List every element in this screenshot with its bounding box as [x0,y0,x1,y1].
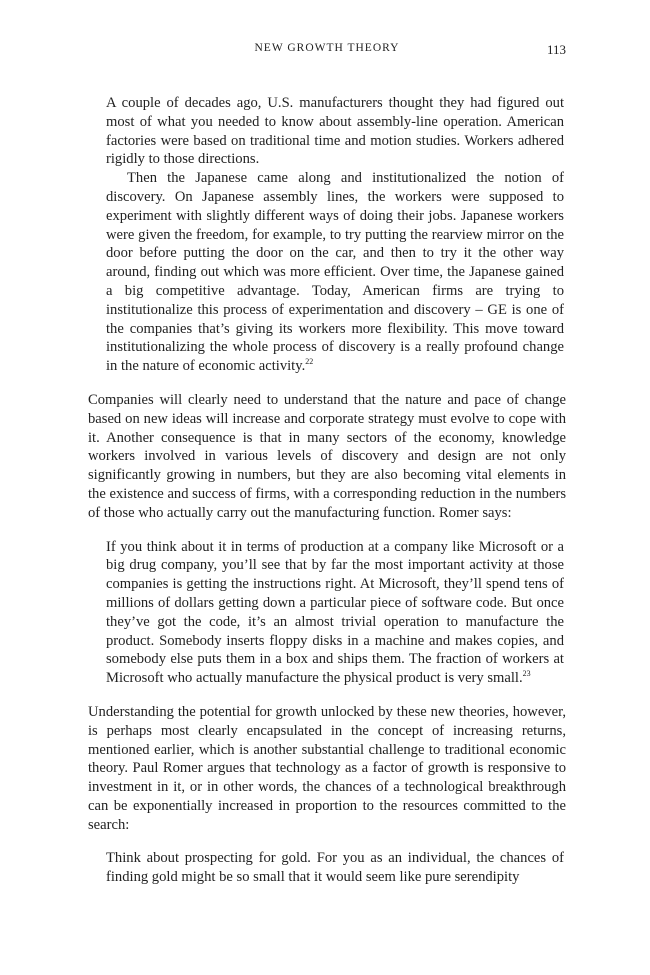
block-quote-japanese-discovery [88,94,566,376]
block-quote-microsoft [88,538,566,688]
page-number: 113 [546,42,566,57]
body-paragraph: Companies will clearly need to understand that the nature and pace of change based on new ideas will increase and corporate strategy must evolve to cope with it. Another consequence is that in many sectors of the economy, knowledge workers involved in various levels of discovery and design are not only significantly growing in numbers, but they are also becoming vital elements in the existence and success of firms, with a corresponding reduction in the numbers of those who actually carry out the manufacturing function. Romer says: [88,391,566,521]
footnote-marker: 22 [305,357,314,367]
quote-paragraph: If you think about it in terms of production at a company like Microsoft or a big drug company, you’ll see that by far the most important activity at those companies is getting the instructions right. At Microsoft, they’ll spend tens of millions of dollars getting down a particular piece of software code. But once they’ve got the code, it’s an almost trivial operation to manufacture the product. Somebody inserts floppy disks in a machine and makes copies, and somebody else puts them in a box and ships them. The fraction of workers at Microsoft who actually manufacture the physical product is very small.$^{23}$ [106,538,564,687]
running-head [88,42,566,62]
quote-paragraph: Think about prospecting for gold. For you as an individual, the chances of finding gold might be so small that it would seem like pure serendipity [106,850,564,886]
running-title: NEW GROWTH THEORY [254,42,400,54]
body-text [88,94,566,887]
body-paragraph: Understanding the potential for growth unlocked by these new theories, however, is perhaps most clearly encapsulated in the concept of increasing returns, mentioned earlier, which is another substantial challenge to traditional economic theory. Paul Romer argues that technology as a factor of growth is responsive to investment in it, or in other words, the chances of a technological breakthrough can be exponentially increased in proportion to the resources committed to the search: [88,703,566,833]
book-page [88,42,566,887]
block-quote-gold-prospecting [88,849,566,887]
footnote-marker: 23 [522,669,531,679]
quote-paragraph: A couple of decades ago, U.S. manufacturers thought they had figured out most of what you needed to know about assembly-line operation. American factories were based on traditional time and motion studies. Workers adhered rigidly to those directions. [106,95,564,168]
quote-paragraph: Then the Japanese came along and institutionalized the notion of discovery. On Japanese assembly lines, the workers were supposed to experiment with slightly different ways of doing their jobs. Japanese workers were given the freedom, for example, to try putting the rearview mirror on the door before putting the door on the car, and then to try it the other way around, finding out which was more efficient. Over time, the Japanese gained a big competitive advantage. Today, American firms are trying to institutionalize this process of experimentation and discovery – GE is one of the companies that’s giving its workers more flexibility. This move toward institutionalizing the whole process of discovery is a really profound change in the nature of economic activity.$^{22}$ [106,170,564,375]
